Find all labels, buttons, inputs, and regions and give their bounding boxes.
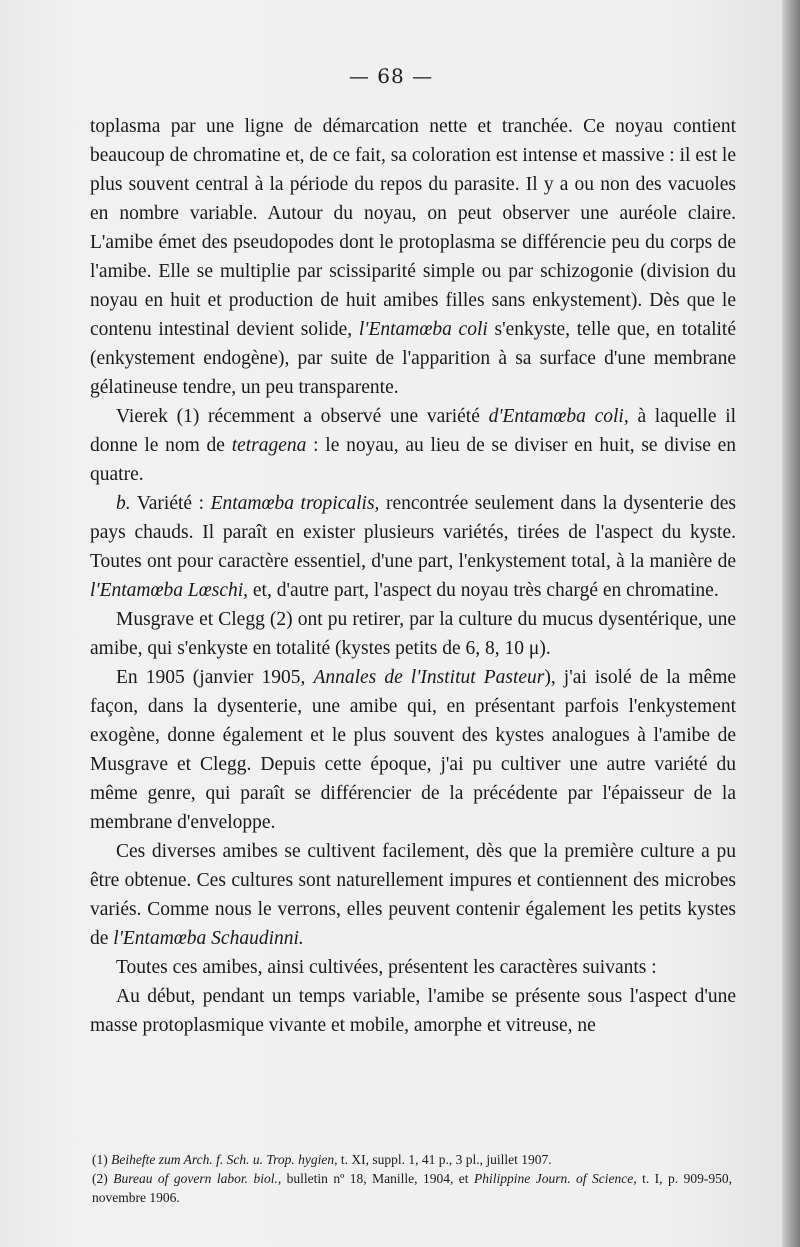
paragraph-1: toplasma par une ligne de démarcation nette et tranchée. Ce noyau contient beaucoup de chromatine et, de ce fait, sa coloration est intense et massive : il est le plus souvent central à la période du repos du parasite. Il y a ou non des vacuoles en nombre variable. Autour du noyau, on peut observer une auréole claire. L'amibe émet des pseudopodes dont le protoplasma se différencie peu du corps de l'amibe. Elle se multiplie par scissiparité simple ou par schizogonie (division du noyau en huit et production de huit amibes filles sans enkystement). Dès que le contenu intestinal devient solide, l'Entamœba coli s'enkyste, telle que, en totalité (enkystement endogène), par suite de l'apparition à sa surface d'une membrane gélatineuse tendre, un peu transparente. [90,116,736,398]
paragraph-5: En 1905 (janvier 1905, Annales de l'Institut Pasteur), j'ai isolé de la même façon, dans la dysenterie, une amibe qui, en présentant parfois l'enkystement exogène, donne également et le plus souvent des kystes analogues à l'amibe de Musgrave et Clegg. Depuis cette époque, j'ai pu cultiver une autre variété du même genre, qui paraît se différencier de la précédente par l'épaisseur de la membrane d'enveloppe. [90,667,737,833]
species-name: Entamœba tropicalis, [210,493,380,514]
page-number: — 68 — [348,64,434,88]
paragraph-2: Vierek (1) récemment a observé une variété d'Entamœba coli, à laquelle il donne le nom de tetragena : le noyau, au lieu de se diviser en huit, se divise en quatre. [90,406,737,485]
section-letter: b. [116,493,131,514]
paragraph-3: b. Variété : Entamœba tropicalis, rencontrée seulement dans la dysenterie des pays chauds. Il paraît en exister plusieurs variétés, tirées de l'aspect du kyste. Toutes ont pour caractère essentiel, d'une part, l'enkystement total, à la manière de l'Entamœba Lœschi, et, d'autre part, l'aspect du noyau très chargé en chromatine. [90,493,736,601]
body-text [90,112,736,1040]
paragraph-6: Ces diverses amibes se cultivent facilement, dès que la première culture a pu être obtenue. Ces cultures sont naturellement impures et contiennent des microbes variés. Comme nous le verrons, elles peuvent contenir également les petits kystes de l'Entamœba Schaudinni. [90,841,736,949]
footnote-1: (1) Beihefte zum Arch. f. Sch. u. Trop. hygien, t. XI, suppl. 1, 41 p., 3 pl., juillet 1907. [92,1152,552,1167]
paragraph-7: Toutes ces amibes, ainsi cultivées, présentent les caractères suivants : [116,957,657,978]
species-name: l'Entamœba Schaudinni. [113,928,304,949]
footnote-2: (2) Bureau of govern labor. biol., bulletin nº 18, Manille, 1904, et Philippine Journ. of Science, t. I, p. 909-950, novembre 1906. [92,1171,732,1205]
footnotes [92,1150,732,1207]
page-edge [782,0,800,1247]
species-name: d'Entamœba coli, [488,406,629,427]
species-name: l'Entamœba coli [358,319,488,340]
species-name: l'Entamœba Lœschi, [90,580,249,601]
variety-name: tetragena [231,435,307,456]
paragraph-4: Musgrave et Clegg (2) ont pu retirer, par la culture du mucus dysentérique, une amibe, qui s'enkyste en totalité (kystes petits de 6, 8, 10 μ). [90,609,736,659]
paragraph-8: Au début, pendant un temps variable, l'amibe se présente sous l'aspect d'une masse protoplasmique vivante et mobile, amorphe et vitreuse, ne [90,986,736,1036]
journal-title: Annales de l'Institut Pasteur [313,667,545,688]
